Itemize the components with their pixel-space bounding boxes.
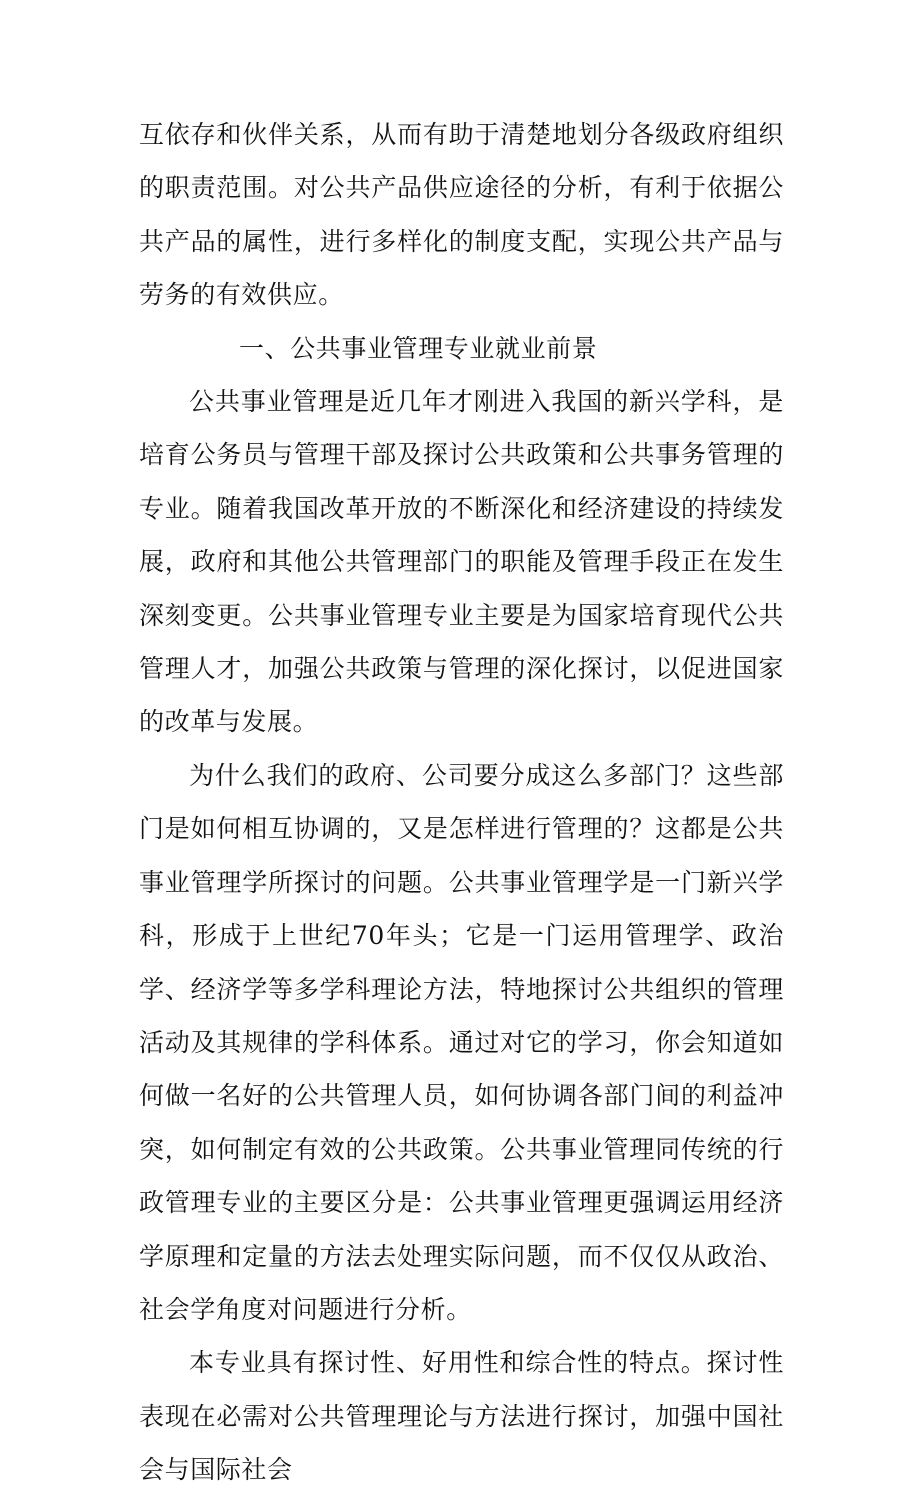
paragraph-1: 公共事业管理是近几年才刚进入我国的新兴学科，是培育公务员与管理干部及探讨公共政策和公共事务管理的专业。随着我国改革开放的不断深化和经济建设的持续发展，政府和其他公共管理部门的职能及管理手段正在发生深刻变更。公共事业管理专业主要是为国家培育现代公共管理人才，加强公共政策与管理的深化探讨，以促进国家的改革与发展。 (139, 387, 784, 737)
section-heading: 一、公共事业管理专业就业前景 (239, 333, 598, 363)
paragraph-3: 本专业具有探讨性、好用性和综合性的特点。探讨性表现在必需对公共管理理论与方法进行探讨，加强中国社会与国际社会 (139, 1348, 784, 1485)
paragraph-2: 为什么我们的政府、公司要分成这么多部门？这些部门是如何相互协调的，又是怎样进行管理的？这都是公共事业管理学所探讨的问题。公共事业管理学是一门新兴学科，形成于上世纪70年头；它是一门运用管理学、政治学、经济学等多学科理论方法，特地探讨公共组织的管理活动及其规律的学科体系。通过对它的学习，你会知道如何做一名好的公共管理人员，如何协调各部门间的利益冲突，如何制定有效的公共政策。公共事业管理同传统的行政管理专业的主要区分是：公共事业管理更强调运用经济学原理和定量的方法去处理实际问题，而不仅仅从政治、社会学角度对问题进行分析。 (139, 760, 784, 1324)
document-body (139, 108, 784, 1497)
paragraph-continuation: 互依存和伙伴关系，从而有助于清楚地划分各级政府组织的职责范围。对公共产品供应途径的分析，有利于依据公共产品的属性，进行多样化的制度支配，实现公共产品与劳务的有效供应。 (139, 120, 784, 310)
